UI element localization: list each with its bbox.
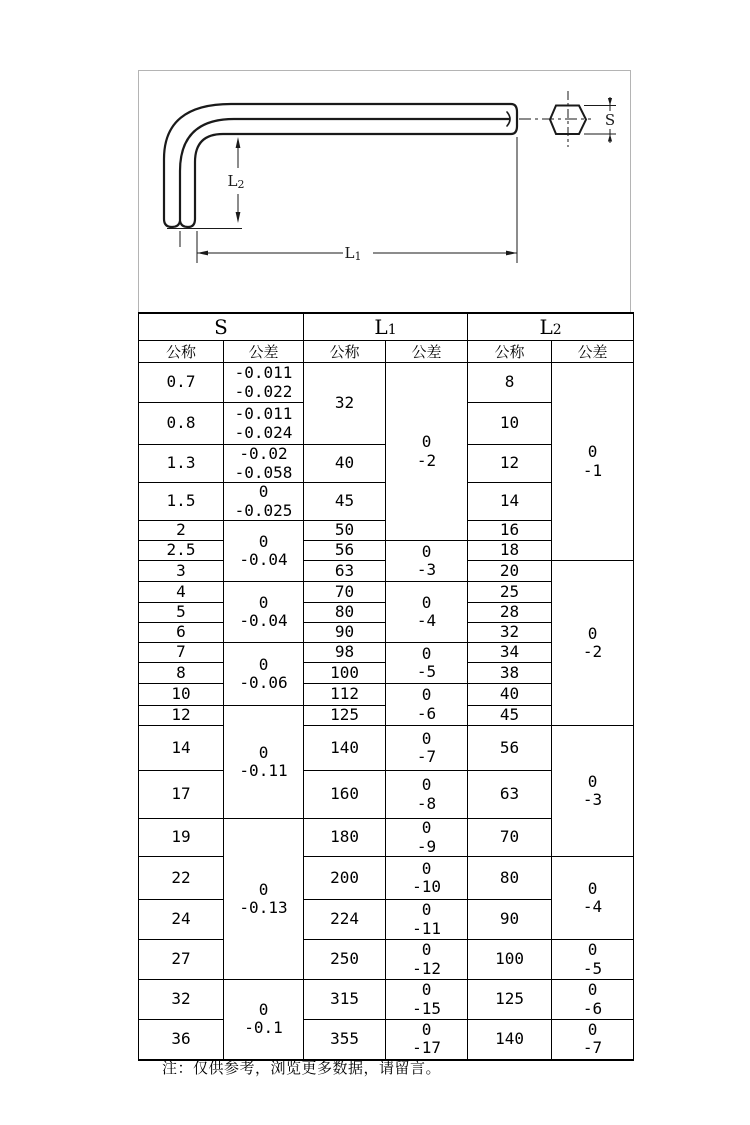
sub-header-row <box>139 341 634 363</box>
spec-table <box>138 312 634 1061</box>
table-cell: 17 <box>139 771 224 819</box>
group-header-l2: L2 <box>468 313 634 341</box>
table-cell: 32 <box>468 623 552 643</box>
table-cell: 0.8 <box>139 403 224 445</box>
table-cell: 8 <box>468 363 552 403</box>
table-cell: 0 -7 <box>386 726 468 771</box>
l2-arrow-up <box>236 137 241 148</box>
table-row <box>139 940 634 980</box>
table-cell: 112 <box>304 684 386 706</box>
table-cell: 40 <box>304 445 386 483</box>
table-cell: 0 -0.11 <box>224 706 304 819</box>
table-cell: 16 <box>468 521 552 541</box>
table-cell: 0 -5 <box>386 643 468 684</box>
table-cell: 140 <box>468 1020 552 1060</box>
table-cell: 0 -0.04 <box>224 521 304 582</box>
subheader-l1-nominal: 公称 <box>304 341 386 363</box>
table-cell: 0 -3 <box>386 541 468 582</box>
table-cell: 140 <box>304 726 386 771</box>
table-row <box>139 857 634 900</box>
table-cell: 10 <box>139 684 224 706</box>
table-cell: 0 -9 <box>386 819 468 857</box>
table-cell: 1.3 <box>139 445 224 483</box>
table-cell: 40 <box>468 684 552 706</box>
group-header-s: S <box>139 313 304 341</box>
table-cell: 0 -3 <box>552 726 634 857</box>
hex-key-outline <box>164 104 517 227</box>
subheader-l2-tolerance: 公差 <box>552 341 634 363</box>
table-cell: 0 -2 <box>386 363 468 541</box>
table-cell: 6 <box>139 623 224 643</box>
table-cell: 0 -8 <box>386 771 468 819</box>
table-cell: 27 <box>139 940 224 980</box>
group-header-l1: L1 <box>304 313 468 341</box>
table-cell: 90 <box>468 900 552 940</box>
table-row <box>139 363 634 403</box>
table-cell: 24 <box>139 900 224 940</box>
group-header-row <box>139 313 634 341</box>
table-cell: 70 <box>468 819 552 857</box>
table-cell: 0 -6 <box>386 684 468 726</box>
l2-dimension <box>167 137 242 247</box>
table-cell: 0 -4 <box>552 857 634 940</box>
table-cell: 12 <box>468 445 552 483</box>
table-cell: 224 <box>304 900 386 940</box>
l1-arrow-left <box>197 251 208 256</box>
subheader-l2-nominal: 公称 <box>468 341 552 363</box>
table-cell: 160 <box>304 771 386 819</box>
spec-table-body <box>139 363 634 1060</box>
l2-dimension-label: L2 <box>227 172 245 191</box>
table-cell: 0 -5 <box>552 940 634 980</box>
table-cell: 0 -7 <box>552 1020 634 1060</box>
table-cell: 28 <box>468 603 552 623</box>
table-cell: 63 <box>468 771 552 819</box>
table-cell: 2 <box>139 521 224 541</box>
table-cell: 125 <box>304 706 386 726</box>
l1-dimension-label: L1 <box>344 244 362 263</box>
table-cell: 1.5 <box>139 483 224 521</box>
table-cell: 14 <box>468 483 552 521</box>
table-cell: 45 <box>304 483 386 521</box>
table-cell: 0 -17 <box>386 1020 468 1060</box>
table-cell: 98 <box>304 643 386 663</box>
table-cell: 0 -0.13 <box>224 819 304 980</box>
table-cell: 20 <box>468 561 552 582</box>
table-cell: 90 <box>304 623 386 643</box>
table-row <box>139 726 634 771</box>
table-cell: 80 <box>304 603 386 623</box>
table-cell: 50 <box>304 521 386 541</box>
table-cell: 2.5 <box>139 541 224 561</box>
s-dimension-label: S <box>604 111 616 129</box>
table-cell: 355 <box>304 1020 386 1060</box>
note-text: 注：仅供参考，浏览更多数据，请留言。 <box>162 1059 442 1077</box>
table-cell: 315 <box>304 980 386 1020</box>
table-cell: 0 -6 <box>552 980 634 1020</box>
content-frame <box>138 70 631 1056</box>
table-cell: 7 <box>139 643 224 663</box>
table-cell: 0 -0.06 <box>224 643 304 706</box>
l1-arrow-right <box>506 251 517 256</box>
table-cell: 14 <box>139 726 224 771</box>
table-cell: 63 <box>304 561 386 582</box>
table-cell: 25 <box>468 582 552 603</box>
table-cell: 100 <box>304 663 386 684</box>
hex-key-diagram <box>139 71 632 312</box>
table-cell: 38 <box>468 663 552 684</box>
table-row <box>139 980 634 1020</box>
table-cell: -0.011 -0.024 <box>224 403 304 445</box>
l1-dimension <box>197 137 517 263</box>
table-cell: 0 -0.1 <box>224 980 304 1060</box>
table-cell: 0 -10 <box>386 857 468 900</box>
table-cell: 0 -12 <box>386 940 468 980</box>
table-cell: -0.011 -0.022 <box>224 363 304 403</box>
table-cell: 32 <box>304 363 386 445</box>
table-cell: 0 -0.04 <box>224 582 304 643</box>
table-cell: 250 <box>304 940 386 980</box>
table-cell: 0 -4 <box>386 582 468 643</box>
table-cell: 200 <box>304 857 386 900</box>
table-cell: 0 -2 <box>552 561 634 726</box>
table-cell: 70 <box>304 582 386 603</box>
table-cell: 100 <box>468 940 552 980</box>
s-arrow-bottom <box>608 134 612 142</box>
table-cell: 18 <box>468 541 552 561</box>
subheader-l1-tolerance: 公差 <box>386 341 468 363</box>
table-row <box>139 1020 634 1060</box>
table-cell: 45 <box>468 706 552 726</box>
table-cell: 56 <box>468 726 552 771</box>
table-cell: 22 <box>139 857 224 900</box>
table-cell: 19 <box>139 819 224 857</box>
table-cell: 5 <box>139 603 224 623</box>
l2-arrow-down <box>236 212 241 223</box>
table-cell: 0.7 <box>139 363 224 403</box>
table-cell: 4 <box>139 582 224 603</box>
table-cell: 36 <box>139 1020 224 1060</box>
table-cell: 180 <box>304 819 386 857</box>
table-cell: 0 -1 <box>552 363 634 561</box>
table-cell: 125 <box>468 980 552 1020</box>
subheader-s-tolerance: 公差 <box>224 341 304 363</box>
s-arrow-top <box>608 98 612 106</box>
hex-cross-section <box>519 91 591 147</box>
table-cell: 0 -15 <box>386 980 468 1020</box>
table-cell: 3 <box>139 561 224 582</box>
table-cell: 0 -11 <box>386 900 468 940</box>
table-cell: -0.02 -0.058 <box>224 445 304 483</box>
table-cell: 34 <box>468 643 552 663</box>
table-cell: 32 <box>139 980 224 1020</box>
table-cell: 80 <box>468 857 552 900</box>
table-cell: 8 <box>139 663 224 684</box>
subheader-s-nominal: 公称 <box>139 341 224 363</box>
table-cell: 10 <box>468 403 552 445</box>
table-cell: 12 <box>139 706 224 726</box>
table-cell: 56 <box>304 541 386 561</box>
table-cell: 0 -0.025 <box>224 483 304 521</box>
